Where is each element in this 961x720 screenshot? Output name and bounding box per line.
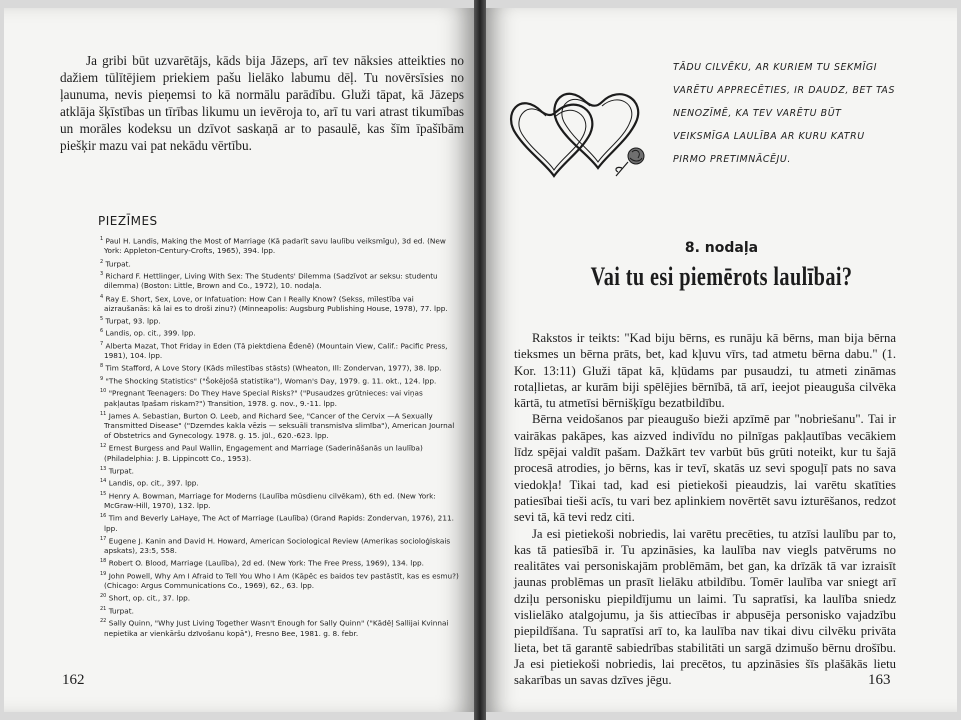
footnote-text: Landis, op. cit., 399. lpp. <box>105 328 196 338</box>
footnote-number: 10 <box>100 388 107 395</box>
footnote-item <box>100 292 460 315</box>
footnote-text: John Powell, Why Am I Afraid to Tell You Who I Am (Kāpēc es baidos tev pastāstīt, kas es esmu?) (Chicago: Argus Communications Co., 1969), 62., 63. lpp. <box>104 571 459 591</box>
footnote-number: 2 <box>100 258 104 265</box>
notes-heading: PIEZĪMES <box>98 214 158 228</box>
footnote-text: Eugene J. Kanin and David H. Howard, American Sociological Review (Amerikas socioloģiskais apskats), 23:5, 558. <box>104 536 451 556</box>
footnote-item <box>100 409 460 442</box>
page-number-left: 162 <box>62 672 85 688</box>
chapter-title: Vai tu esi piemērots laulībai? <box>590 262 853 291</box>
footnote-number: 16 <box>100 513 107 520</box>
footnote-item <box>100 534 460 557</box>
body-paragraph: Ja esi pietiekoši nobriedis, lai varētu precēties, tu atzīsi laulību par to, kas tā patiesībā ir. Tu apzināsies, ka laulība nav viegls patvērums no realitātes vai personiskajām problēmām, bet gan, ka drīzāk tā var izraisīt jaunas problēmas un prasīt lielāku atbildību. Tomēr laulība var sniegt arī dziļu personisku piepildījumu un laimi. Tu sapratīsi, ka laulība sniedz vislielāko atalgojumu, ja šis attiecības ir abpusēja personisko vajadzību piepildīšana. Tu sapratīsi arī to, ka laulība nav tikai divu cilvēku privāta lieta, bet tā garantē sabiedrības stabilitāti un sargā dzimušo bērnu drošību. Ja esi pietiekoši nobriedis, lai precētos, tu apzināsies šīs plašākās lietu sakarības un savas dzīves jēgu. <box>514 526 896 688</box>
footnote-number: 20 <box>100 593 107 600</box>
body-paragraph: Bērna veidošanos par pieaugušo bieži apzīmē par "nobriešanu". Tai ir vairākas pakāpes, kas aizved indivīdu no pilnīgas pakļautības vecākiem līdz spējai valdīt pašam. Dažkārt tev varbūt būs grūti noteikt, kur tu šajā procesā atrodies, jo bērns, kas ir tevī, skatās uz sevi spoguļī pats no sava viedokļa! Tikai tad, kad esi pietiekoši pieaudzis, lai varētu skatīties patiesībai tieši acīs, tu vari bez aplinkiem novērtēt savu izturēšanos, redzot sevi tā, kā tevi redz citi. <box>514 412 896 525</box>
footnote-number: 6 <box>100 328 104 335</box>
footnote-item <box>100 556 460 568</box>
footnote-item <box>100 476 460 488</box>
footnote-item <box>100 326 460 338</box>
body-paragraph: Rakstos ir teikts: "Kad biju bērns, es runāju kā bērns, man bija bērna tieksmes un bērna prāts, bet, kad kļuvu vīrs, tad atmetu bērna dabu." (1. Kor. 13:11) Gluži tāpat kā, kļūdams par pusaudzi, tu atmeti zināmas rotaļlietas, ar kurām biji spēlējies bērnībā, tā arī, ieejot pieauguša cilvēka kārtā, tu atmetīsi bērnišķīgu bezatbildību. <box>514 331 896 411</box>
left-intro-text <box>60 52 464 154</box>
chapter-body <box>514 330 896 689</box>
page-number-right: 163 <box>868 672 891 688</box>
footnote-text: "The Shocking Statistics" ("Šokējošā statistika"), Woman's Day, 1979. g. 11. okt., 124. lpp. <box>105 376 437 386</box>
footnote-item <box>100 464 460 476</box>
footnote-text: Short, op. cit., 37. lpp. <box>108 593 191 603</box>
chapter-epigraph: TĀDU CILVĒKU, AR KURIEM TU SEKMĪGI VARĒTU APPRECĒTIES, IR DAUDZ, BET TAS NENOZĪMĒ, KA TEV VARĒTU BŪT VEIKSMĪGA LAULĪBA AR KURU KATRU PIRMO PRETIMNĀCĒJU. <box>673 62 895 165</box>
footnote-text: Turpat. <box>108 606 134 616</box>
chapter-number: 8. nodaļa <box>684 240 759 256</box>
footnote-number: 19 <box>100 570 107 577</box>
footnote-number: 1 <box>100 236 104 242</box>
footnote-item <box>100 569 460 592</box>
footnote-number: 21 <box>100 605 107 612</box>
footnote-number: 8 <box>100 363 104 370</box>
notes-list <box>100 234 460 639</box>
footnote-text: Tim Stafford, A Love Story (Kāds mīlestības stāsts) (Wheaton, Ill: Zondervan, 1977), 38. lpp. <box>105 363 442 373</box>
footnote-item <box>100 234 460 257</box>
footnote-number: 17 <box>100 535 107 542</box>
footnote-item <box>100 374 460 386</box>
footnote-number: 15 <box>100 490 107 497</box>
footnote-item <box>100 269 460 292</box>
footnote-item <box>100 604 460 616</box>
footnote-number: 7 <box>100 340 104 347</box>
footnote-text: Turpat. <box>105 258 131 268</box>
footnote-item <box>100 511 460 534</box>
footnote-text: Robert O. Blood, Marriage (Laulība), 2d ed. (New York: The Free Press, 1969), 134. lpp. <box>108 558 424 568</box>
footnote-text: Alberta Mazat, Thot Friday in Eden (Tā piektdiena Ēdenē) (Mountain View, Calif.: Pacific Press, 1981), 104. lpp. <box>104 341 448 361</box>
footnote-number: 18 <box>100 558 107 565</box>
footnote-text: Ray E. Short, Sex, Love, or Infatuation: How Can I Really Know? (Sekss, mīlestība vai aizraušanās: kā lai es to droši zinu?) (Minneapolis: Augsburg Publishing House, 1978), 77. lpp. <box>104 293 448 313</box>
footnote-item <box>100 339 460 362</box>
book-gutter <box>474 0 486 720</box>
footnote-item <box>100 616 460 639</box>
footnote-number: 9 <box>100 375 104 382</box>
footnote-text: Turpat, 93. lpp. <box>105 316 161 326</box>
footnote-number: 14 <box>100 478 107 485</box>
footnote-item <box>100 314 460 326</box>
footnote-number: 4 <box>100 293 104 300</box>
footnote-text: Turpat. <box>108 466 134 476</box>
footnote-number: 13 <box>100 466 107 472</box>
left-intro-paragraph: Ja gribi būt uzvarētājs, kāds bija Jāzeps, arī tev nāksies atteikties no dažiem tūlītējiem priekiem pašu lielāko labumu dēļ. Tu novērsīsies no ļaunuma, nevis pieņemsi to kā normālu parādību. Gluži tāpat, kā Jāzeps atklāja šķīstības un tīrības likumu un ievēroja to, arī tu vari atrast tikumības un morāles kodeksu un dzīvot saskaņā ar to pasaulē, kas šīm īpašībām piešķir mazu vai pat nekādu vērtību. <box>60 53 464 153</box>
left-page <box>4 8 474 712</box>
footnote-text: Richard F. Hettlinger, Living With Sex: The Students' Dilemma (Sadzīvot ar seksu: studentu dilemma) (Boston: Little, Brown and Co., 1972), 10. nodaļa. <box>104 271 438 291</box>
footnote-text: Ernest Burgess and Paul Wallin, Engagement and Marriage (Saderināšanās un laulība) (Philadelphia: J. B. Lippincott Co., 1953). <box>104 443 423 463</box>
footnote-text: Tim and Beverly LaHaye, The Act of Marriage (Laulība) (Grand Rapids: Zondervan, 1976), 211. lpp. <box>104 513 454 533</box>
footnote-text: "Pregnant Teenagers: Do They Have Special Risks?" ("Pusaudzes grūtnieces: vai viņas pakļautas īpašam riskam?") Transition, 1978. g. nov., 9.-11. lpp. <box>104 388 423 408</box>
footnote-number: 12 <box>100 443 107 450</box>
footnote-item <box>100 361 460 373</box>
footnote-text: Landis, op. cit., 397. lpp. <box>108 478 199 488</box>
footnote-item <box>100 386 460 409</box>
footnote-text: Sally Quinn, "Why Just Living Together Wasn't Enough for Sally Quinn" ("Kādēļ Sallijai Kvinnai nepietika ar vienkāršu dzīvošanu kopā"), Fresno Bee, 1981. g. 8. febr. <box>104 618 449 638</box>
footnote-number: 3 <box>100 270 104 277</box>
right-page <box>486 8 957 712</box>
two-hearts-with-rose-icon <box>502 72 652 182</box>
footnote-text: Henry A. Bowman, Marriage for Moderns (Laulība mūsdienu cilvēkam), 6th ed. (New York: McGraw-Hill, 1970), 132. lpp. <box>104 491 436 511</box>
footnote-number: 5 <box>100 316 104 323</box>
footnote-item <box>100 441 460 464</box>
footnote-number: 11 <box>100 410 107 417</box>
footnote-text: James A. Sebastian, Burton O. Leeb, and Richard See, "Cancer of the Cervix —A Sexually Transmitted Disease" ("Dzemdes kakla vēzis — seksuāli transmisīva slimība"), American Journal of Obstetrics and Gynecology. 1978. g. 15. jūl., 620.-623. lpp. <box>104 411 455 441</box>
footnote-text: Paul H. Landis, Making the Most of Marriage (Kā padarīt savu laulību veiksmīgu), 3d ed. (New York: Appleton-Century-Crofts, 1965), 394. lpp. <box>104 236 446 256</box>
footnote-item <box>100 257 460 269</box>
footnote-number: 22 <box>100 618 107 625</box>
footnote-item <box>100 591 460 603</box>
footnote-item <box>100 489 460 512</box>
